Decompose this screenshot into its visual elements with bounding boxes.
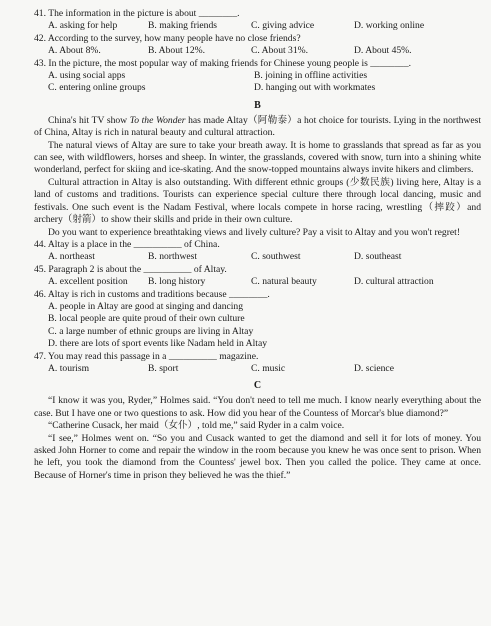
section-c-heading: C bbox=[253, 380, 262, 392]
question-42-stem: 42. According to the survey, how many people have no close friends? bbox=[34, 32, 301, 44]
option-44-d: D. southeast bbox=[354, 251, 402, 263]
question-44-stem: 44. Altay is a place in the __________ of China. bbox=[34, 238, 220, 250]
option-46-a: A. people in Altay are good at singing and dancing bbox=[48, 300, 244, 312]
option-42-d: D. About 45%. bbox=[354, 45, 412, 57]
question-46-stem: 46. Altay is rich in customs and traditions because ________. bbox=[34, 288, 270, 300]
question-43-options bbox=[34, 70, 481, 95]
option-44-c: C. southwest bbox=[251, 251, 301, 263]
show-title: To the Wonder bbox=[129, 114, 186, 126]
option-42-c: C. About 31%. bbox=[251, 45, 309, 57]
passage-c-paragraph-2: “Catherine Cusack, her maid（女仆）, told me,” said Ryder in a calm voice. bbox=[48, 420, 345, 432]
option-41-c: C. giving advice bbox=[251, 20, 315, 32]
option-41-a: A. asking for help bbox=[48, 20, 118, 32]
passage-c-paragraph-3: “I see,” Holmes went on. “So you and Cusack wanted to get the diamond and sell it for lots of money. You asked John Horner to come and repair the window in the room because you knew he was once sent to prison. When he left, you took the diamond from the Countess' jewel box. Then you called the police. They came at once. Because of Horner's time in prison they believed he was the thief.” bbox=[34, 432, 481, 481]
question-41-options bbox=[34, 20, 481, 32]
question-47-options bbox=[34, 363, 481, 375]
option-46-c: C. a large number of ethnic groups are living in Altay bbox=[48, 325, 254, 337]
option-47-a: A. tourism bbox=[48, 362, 90, 374]
question-45-options bbox=[34, 276, 481, 288]
option-46-d: D. there are lots of sport events like Nadam held in Altay bbox=[48, 338, 267, 350]
option-43-a: A. using social apps bbox=[48, 70, 126, 82]
passage-b-paragraph-1: China's hit TV show To the Wonder has made Altay（阿勒泰）a hot choice for tourists. Lying in the northwest of China, Altay is rich in natural beauty and cultural attraction. bbox=[34, 114, 481, 139]
option-45-c: C. natural beauty bbox=[251, 276, 317, 288]
section-b-heading: B bbox=[254, 99, 261, 111]
option-47-c: C. music bbox=[251, 362, 286, 374]
option-41-b: B. making friends bbox=[148, 20, 218, 32]
question-44-options bbox=[34, 251, 481, 263]
option-45-b: B. long history bbox=[148, 276, 206, 288]
option-43-c: C. entering online groups bbox=[48, 82, 146, 94]
option-47-d: D. science bbox=[354, 362, 394, 374]
option-45-a: A. excellent position bbox=[48, 276, 128, 288]
question-47-stem: 47. You may read this passage in a __________ magazine. bbox=[34, 350, 259, 362]
option-44-a: A. northeast bbox=[48, 251, 95, 263]
option-45-d: D. cultural attraction bbox=[354, 276, 434, 288]
passage-b-paragraph-3: Cultural attraction in Altay is also outstanding. With different ethnic groups (少数民族) living here, Altay is a land of customs and traditions. Tourists can experience special culture there through local dancing, music and festivals. One such event is the Nadam Festival, where locals compete in horse racing, wrestling（摔跤）and archery（射箭）to show their skills and pride in their own culture. bbox=[34, 176, 481, 226]
passage-b-paragraph-4: Do you want to experience breathtaking views and lively culture? Pay a visit to Altay and you won't regret! bbox=[48, 226, 461, 238]
option-42-a: A. About 8%. bbox=[48, 45, 101, 57]
option-47-b: B. sport bbox=[148, 362, 179, 374]
option-43-b: B. joining in offline activities bbox=[254, 70, 368, 82]
option-46-b: B. local people are quite proud of their own culture bbox=[48, 313, 245, 325]
question-43-stem: 43. In the picture, the most popular way of making friends for Chinese young people is ________. bbox=[34, 57, 412, 69]
option-44-b: B. northwest bbox=[148, 251, 198, 263]
option-43-d: D. hanging out with workmates bbox=[254, 82, 376, 94]
option-42-b: B. About 12%. bbox=[148, 45, 206, 57]
question-42-options bbox=[34, 45, 481, 57]
passage-c-paragraph-1: “I know it was you, Ryder,” Holmes said. “You don't need to tell me much. I know nearly everything about the case. But I have one or two questions to ask. How did you hear of the Countess of Morcar's blue diamond?” bbox=[34, 395, 481, 419]
question-45-stem: 45. Paragraph 2 is about the __________ of Altay. bbox=[34, 263, 227, 275]
option-41-d: D. working online bbox=[354, 20, 425, 32]
question-41-stem: 41. The information in the picture is about ________. bbox=[34, 8, 240, 19]
passage-b-paragraph-2: The natural views of Altay are sure to take your breath away. It is home to grasslands that spread as far as you can see, with wildflowers, horses and sheep. In winter, the grasslands, covered with snow, turn into a shining white wonderland, perfect for skiing and ice-skating. And the snow-topped mountains always invite hikers and climbers. bbox=[34, 139, 481, 176]
